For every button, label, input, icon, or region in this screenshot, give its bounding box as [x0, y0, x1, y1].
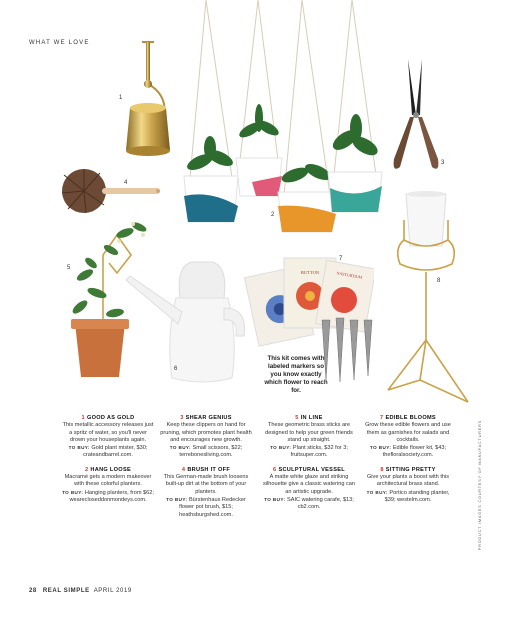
- item-1: [62, 415, 154, 460]
- item-title: IN LINE: [300, 415, 323, 421]
- kit-callout: This kit comes with labeled markers so you know exactly which flower to reach for.: [264, 355, 328, 394]
- item-buy: Gold plant mister, $30; crateandbarrel.com.: [83, 445, 148, 459]
- to-buy-label: TO BUY:: [370, 445, 392, 451]
- item-desc: These geometric brass sticks are designed to help your green friends stand up straight.: [265, 422, 353, 443]
- section-header: WHAT WE LOVE: [29, 40, 90, 46]
- label-3: 3: [441, 160, 445, 166]
- item-6: [262, 467, 356, 512]
- brass-stand-image: [380, 190, 476, 405]
- label-8: 8: [437, 278, 441, 284]
- item-7: [362, 415, 454, 460]
- packet-title-1: BUTTON: [300, 270, 320, 275]
- item-5: [262, 415, 356, 460]
- label-6: 6: [174, 366, 178, 372]
- to-buy-label: TO BUY:: [166, 496, 188, 502]
- item-number: 6: [273, 466, 277, 473]
- item-buy: Portico standing planter, $39; westelm.com.: [384, 489, 450, 503]
- item-buy: Edible flower kit, $43; thefloralsociety.com.: [382, 445, 446, 459]
- gold-mister-image: [108, 40, 178, 165]
- watering-carafe-image: [120, 258, 250, 388]
- item-title: HANG LOOSE: [90, 466, 132, 473]
- issue-date: APRIL 2019: [93, 588, 132, 594]
- item-2: [62, 467, 154, 504]
- magazine-name: REAL SIMPLE: [42, 588, 90, 594]
- item-buy: Small scissors, $22; terrebonesliving.com.: [179, 445, 243, 459]
- label-5: 5: [67, 265, 71, 271]
- item-title: EDIBLE BLOOMS: [385, 415, 436, 421]
- column-3: [262, 415, 356, 519]
- packet-title-2: NASTURTIUM: [336, 270, 363, 280]
- to-buy-label: TO BUY:: [366, 489, 388, 495]
- item-title: GOOD AS GOLD: [86, 415, 135, 421]
- item-desc: Give your plants a boost with this architectural brass stand.: [366, 474, 450, 488]
- item-number: 7: [380, 415, 384, 421]
- to-buy-label: TO BUY:: [62, 489, 84, 495]
- item-number: 5: [295, 415, 299, 421]
- item-title: BRUSH IT OFF: [187, 466, 231, 473]
- item-desc: This German-made brush loosens built-up dirt at the bottom of your planters.: [163, 474, 249, 495]
- item-number: 8: [380, 466, 384, 473]
- item-desc: Grow these edible flowers and use them as garnishes for salads and cocktails.: [365, 422, 451, 443]
- item-3: [160, 415, 252, 460]
- label-2: 2: [271, 212, 275, 218]
- to-buy-label: TO BUY:: [264, 496, 286, 502]
- item-title: SITTING PRETTY: [385, 466, 436, 473]
- to-buy-label: TO BUY:: [169, 445, 191, 451]
- hanging-planters-image: [170, 0, 390, 235]
- item-desc: Macramé gets a modern makeover with these colorful planters.: [64, 474, 152, 488]
- label-1: 1: [119, 95, 123, 101]
- item-8: [362, 467, 454, 504]
- column-4: [362, 415, 454, 511]
- item-4: [160, 467, 252, 519]
- item-number: 3: [180, 415, 184, 421]
- item-buy: Hanging planters, from $62; wearecloseddonmondeys.com.: [69, 489, 154, 503]
- image-credit: PRODUCT IMAGES COURTESY OF MANUFACTURERS: [478, 420, 482, 551]
- item-desc: A matte white glaze and striking silhouette give a classic watering can an artistic upgrade.: [262, 474, 356, 495]
- page-number: 28: [29, 588, 37, 594]
- item-buy: SAIC watering carafe, $13; cb2.com.: [286, 496, 354, 511]
- item-number: 1: [81, 415, 85, 421]
- to-buy-label: TO BUY:: [68, 445, 90, 451]
- item-number: 2: [84, 466, 89, 473]
- column-2: [160, 415, 252, 526]
- item-title: SCULPTURAL VESSEL: [278, 466, 345, 473]
- shears-image: [386, 55, 446, 175]
- item-buy: Bürstenhaus Redecker flower pot brush, $15; heathsburgshed.com.: [179, 496, 246, 518]
- item-title: SHEAR GENIUS: [185, 415, 232, 421]
- page-footer: [29, 588, 132, 594]
- to-buy-label: TO BUY:: [270, 445, 292, 451]
- pot-brush-image: [60, 165, 164, 217]
- column-1: [62, 415, 154, 511]
- item-number: 4: [181, 466, 186, 473]
- item-desc: This metallic accessory releases just a spritz of water, so you'll never drown your houseplants again.: [62, 422, 154, 443]
- item-buy: Plant sticks, $32 for 3; fruitsuper.com.: [290, 445, 348, 459]
- item-desc: Keep these clippers on hand for pruning, which promotes plant health and encourages new growth.: [160, 422, 252, 443]
- label-4: 4: [124, 180, 128, 186]
- label-7: 7: [339, 256, 343, 262]
